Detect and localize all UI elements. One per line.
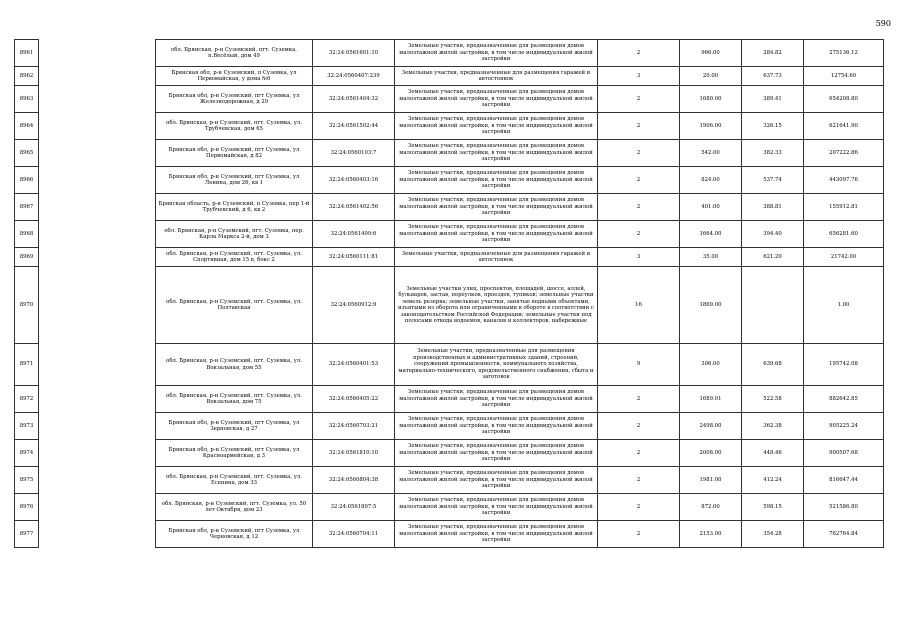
- row-number: 8969: [15, 248, 39, 267]
- land-use-cell: Земельные участки, предназначенные для размещения домов малоэтажной жилой застройки, в том числе индивидуальной жилой застройки: [395, 221, 598, 248]
- spacer-cell: [39, 494, 156, 521]
- address-cell: Брянская обл, р-н Суземский, пгт Суземка, ул Первомайская, д 82: [156, 140, 313, 167]
- spacer-cell: [39, 521, 156, 548]
- address-cell: Брянская обл, р-н Суземский, пгт Суземка, ул Красноармейская, д 3: [156, 440, 313, 467]
- area-cell: 2008.00: [680, 440, 742, 467]
- group-code-cell: 2: [598, 413, 680, 440]
- spacer-cell: [39, 467, 156, 494]
- area-cell: 2153.00: [680, 521, 742, 548]
- cadastral-value-cell: 762764.84: [804, 521, 884, 548]
- group-code-cell: 2: [598, 167, 680, 194]
- cadastral-value-cell: 900507.68: [804, 440, 884, 467]
- area-cell: 1680.00: [680, 86, 742, 113]
- spacer-cell: [39, 113, 156, 140]
- specific-value-cell: 284.82: [742, 40, 804, 67]
- cadastral-number-cell: 32:24:0561807:5: [313, 494, 395, 521]
- specific-value-cell: 448.46: [742, 440, 804, 467]
- spacer-cell: [39, 440, 156, 467]
- land-use-cell: Земельные участки, предназначенные для размещения домов малоэтажной жилой застройки, в том числе индивидуальной жилой застройки: [395, 86, 598, 113]
- group-code-cell: 2: [598, 440, 680, 467]
- table-row: [15, 194, 884, 221]
- address-cell: Брянская обл, р-н Суземский, пгт Суземка, ул Ленина, дом 26, кв 1: [156, 167, 313, 194]
- row-number: 8971: [15, 344, 39, 386]
- row-number: 8976: [15, 494, 39, 521]
- address-cell: Брянская обл, р-н Суземский, пгт Суземка, ул Железнодорожная, д 29: [156, 86, 313, 113]
- address-cell: обл. Брянская, р-н Суземский, пгт. Суземка, ул. Вокзальная, дом 75: [156, 386, 313, 413]
- land-use-cell: Земельные участки, предназначенные для размещения домов малоэтажной жилой застройки, в том числе индивидуальной жилой застройки: [395, 386, 598, 413]
- specific-value-cell: 394.40: [742, 221, 804, 248]
- group-code-cell: 2: [598, 494, 680, 521]
- table-row: [15, 86, 884, 113]
- spacer-cell: [39, 221, 156, 248]
- area-cell: 20.00: [680, 67, 742, 86]
- cadastral-value-cell: 816647.44: [804, 467, 884, 494]
- cadastral-number-cell: 32:24:0560704:11: [313, 521, 395, 548]
- cadastral-value-cell: 1.00: [804, 267, 884, 344]
- table-row: [15, 140, 884, 167]
- cadastral-number-cell: 32:24:0560405:22: [313, 386, 395, 413]
- area-cell: 872.00: [680, 494, 742, 521]
- table-row: [15, 40, 884, 67]
- row-number: 8962: [15, 67, 39, 86]
- address-cell: Брянская обл, р-н Суземский, пгт Суземка, ул Зерновская, д 27: [156, 413, 313, 440]
- address-cell: обл. Брянская, р-н Суземский, пгт. Суземка, ул. Трубчевская, дом 65: [156, 113, 313, 140]
- cadastral-value-cell: 155912.81: [804, 194, 884, 221]
- address-cell: обл. Брянская, р-н Суземский, пгт. Суземка, ул. Есенина, дом 33: [156, 467, 313, 494]
- area-cell: 1689.01: [680, 386, 742, 413]
- row-number: 8973: [15, 413, 39, 440]
- row-number: 8961: [15, 40, 39, 67]
- cadastral-number-cell: 32:24:0561810:10: [313, 440, 395, 467]
- area-cell: 1664.00: [680, 221, 742, 248]
- spacer-cell: [39, 248, 156, 267]
- row-number: 8977: [15, 521, 39, 548]
- area-cell: 1869.00: [680, 267, 742, 344]
- area-cell: 401.00: [680, 194, 742, 221]
- row-number: 8965: [15, 140, 39, 167]
- row-number: 8968: [15, 221, 39, 248]
- cadastral-number-cell: 32:24:0560912:9: [313, 267, 395, 344]
- spacer-cell: [39, 413, 156, 440]
- spacer-cell: [39, 67, 156, 86]
- cadastral-number-cell: 32:24:0561409:6: [313, 221, 395, 248]
- spacer-cell: [39, 40, 156, 67]
- land-use-cell: Земельные участки улиц, проспектов, площадей, шоссе, аллей, бульваров, застав, переулков, проездов, тупиков; земельные участки земель резерва; земельные участки, занятые водными объектами, изъятыми из оборота или ограниченными в обороте в соответствии с законодательством Российской Федерации; земельные участки под полосами отвода водоемов, каналов и коллекторов, набережные: [395, 267, 598, 344]
- specific-value-cell: 389.41: [742, 86, 804, 113]
- row-number: 8964: [15, 113, 39, 140]
- land-use-cell: Земельные участки, предназначенные для размещения производственных и административных зданий, строений, сооружений промышленности, коммунального хозяйства, материально-технического, продовольственного снабжения, сбыта и заготовок: [395, 344, 598, 386]
- cadastral-value-cell: 275136.12: [804, 40, 884, 67]
- land-use-cell: Земельные участки, предназначенные для размещения домов малоэтажной жилой застройки, в том числе индивидуальной жилой застройки: [395, 113, 598, 140]
- area-cell: 824.00: [680, 167, 742, 194]
- land-use-cell: Земельные участки, предназначенные для размещения домов малоэтажной жилой застройки, в том числе индивидуальной жилой застройки: [395, 467, 598, 494]
- table-row: [15, 248, 884, 267]
- land-use-cell: Земельные участки, предназначенные для размещения домов малоэтажной жилой застройки, в том числе индивидуальной жилой застройки: [395, 494, 598, 521]
- address-cell: обл. Брянская, р-н Суземский, пгт. Суземка, ул. 50 лет Октября, дом 23: [156, 494, 313, 521]
- cadastral-value-cell: 656281.60: [804, 221, 884, 248]
- specific-value-cell: 326.15: [742, 113, 804, 140]
- cadastral-value-cell: 905225.24: [804, 413, 884, 440]
- spacer-cell: [39, 267, 156, 344]
- row-number: 8970: [15, 267, 39, 344]
- row-number: 8963: [15, 86, 39, 113]
- land-use-cell: Земельные участки, предназначенные для размещения домов малоэтажной жилой застройки, в том числе индивидуальной жилой застройки: [395, 167, 598, 194]
- row-number: 8974: [15, 440, 39, 467]
- specific-value-cell: 621.20: [742, 248, 804, 267]
- address-cell: Брянская обл, р-н Суземский, п Суземка, ул Первомайская, у дома №6: [156, 67, 313, 86]
- land-use-cell: Земельные участки, предназначенные для размещения домов малоэтажной жилой застройки, в том числе индивидуальной жилой застройки: [395, 440, 598, 467]
- group-code-cell: 2: [598, 386, 680, 413]
- cadastral-number-cell: 32:24:0560403:16: [313, 167, 395, 194]
- area-cell: 542.00: [680, 140, 742, 167]
- cadastral-number-cell: 32:24:0560103:7: [313, 140, 395, 167]
- specific-value-cell: 598.15: [742, 494, 804, 521]
- specific-value-cell: [742, 267, 804, 344]
- spacer-cell: [39, 344, 156, 386]
- group-code-cell: 2: [598, 521, 680, 548]
- specific-value-cell: 639.68: [742, 344, 804, 386]
- cadastral-number-cell: 32:24:0561502:44: [313, 113, 395, 140]
- row-number: 8966: [15, 167, 39, 194]
- specific-value-cell: 382.33: [742, 140, 804, 167]
- cadastral-value-cell: 443097.76: [804, 167, 884, 194]
- area-cell: 35.00: [680, 248, 742, 267]
- table-row: [15, 386, 884, 413]
- cadastral-value-cell: 654208.80: [804, 86, 884, 113]
- group-code-cell: 16: [598, 267, 680, 344]
- spacer-cell: [39, 167, 156, 194]
- table-row: [15, 113, 884, 140]
- group-code-cell: 2: [598, 40, 680, 67]
- address-cell: обл. Брянская, р-н Суземский, пгт. Суземка, ул. Вокзальная, дом 55: [156, 344, 313, 386]
- area-cell: 966.00: [680, 40, 742, 67]
- address-cell: обл. Брянская, р-н Суземский, пгт. Суземка, пер. Карла Маркса 2-й, дом 3: [156, 221, 313, 248]
- group-code-cell: 2: [598, 113, 680, 140]
- row-number: 8972: [15, 386, 39, 413]
- address-cell: обл. Брянская, р-н Суземский, пгт. Суземка, ул. Полтавская: [156, 267, 313, 344]
- table-row: [15, 267, 884, 344]
- table-row: [15, 521, 884, 548]
- spacer-cell: [39, 140, 156, 167]
- specific-value-cell: 388.81: [742, 194, 804, 221]
- group-code-cell: 3: [598, 67, 680, 86]
- spacer-cell: [39, 86, 156, 113]
- cadastral-value-cell: 882642.85: [804, 386, 884, 413]
- table-row: [15, 413, 884, 440]
- row-number: 8967: [15, 194, 39, 221]
- cadastral-number-cell: 32:24:0560401:53: [313, 344, 395, 386]
- address-cell: Брянская обл, р-н Суземский, пгт Суземка, ул Черновская, д 12: [156, 521, 313, 548]
- cadastral-value-cell: 12754.60: [804, 67, 884, 86]
- table-row: [15, 494, 884, 521]
- address-cell: обл. Брянская, р-н Суземский, пгт. Суземка, п.Весёлый, дом 49: [156, 40, 313, 67]
- spacer-cell: [39, 194, 156, 221]
- land-use-cell: Земельные участки, предназначенные для размещения домов малоэтажной жилой застройки, в том числе индивидуальной жилой застройки: [395, 194, 598, 221]
- page-number: 590: [875, 19, 891, 28]
- cadastral-value-cell: 21742.00: [804, 248, 884, 267]
- address-cell: Брянская область, р-н Суземский, п Суземка, пер 1-й Трубчевский, д 6, кв 2: [156, 194, 313, 221]
- land-use-cell: Земельные участки, предназначенные для размещения гаражей и автостоянок: [395, 67, 598, 86]
- group-code-cell: 9: [598, 344, 680, 386]
- specific-value-cell: 362.38: [742, 413, 804, 440]
- land-use-cell: Земельные участки, предназначенные для размещения гаражей и автостоянок: [395, 248, 598, 267]
- specific-value-cell: 537.74: [742, 167, 804, 194]
- cadastral-number-cell: 32:24:0560703:21: [313, 413, 395, 440]
- land-use-cell: Земельные участки, предназначенные для размещения домов малоэтажной жилой застройки, в том числе индивидуальной жилой застройки: [395, 40, 598, 67]
- cadastral-value-table: [14, 39, 884, 548]
- address-cell: обл. Брянская, р-н Суземский, пгт. Суземка, ул. Спортивная, дом 15 в, бокс 2: [156, 248, 313, 267]
- area-cell: 1906.00: [680, 113, 742, 140]
- table-row: [15, 440, 884, 467]
- cadastral-number-cell: 32:24:0561601:10: [313, 40, 395, 67]
- table-row: [15, 221, 884, 248]
- specific-value-cell: 354.28: [742, 521, 804, 548]
- cadastral-value-cell: 521586.80: [804, 494, 884, 521]
- specific-value-cell: 637.73: [742, 67, 804, 86]
- group-code-cell: 3: [598, 248, 680, 267]
- cadastral-number-cell: 32:24:0561404:32: [313, 86, 395, 113]
- cadastral-number-cell: 32:24:0561402:56: [313, 194, 395, 221]
- cadastral-number-cell: 32:24:0560111:81: [313, 248, 395, 267]
- land-use-cell: Земельные участки, предназначенные для размещения домов малоэтажной жилой застройки, в том числе индивидуальной жилой застройки: [395, 521, 598, 548]
- table-row: [15, 467, 884, 494]
- cadastral-value-cell: 207222.86: [804, 140, 884, 167]
- table-row: [15, 167, 884, 194]
- group-code-cell: 2: [598, 86, 680, 113]
- spacer-cell: [39, 386, 156, 413]
- group-code-cell: 2: [598, 140, 680, 167]
- area-cell: 306.00: [680, 344, 742, 386]
- cadastral-number-cell: 32:24:0560407:239: [313, 67, 395, 86]
- cadastral-number-cell: 32:24:0560804:38: [313, 467, 395, 494]
- cadastral-value-cell: 195742.08: [804, 344, 884, 386]
- area-cell: 2498.00: [680, 413, 742, 440]
- group-code-cell: 2: [598, 467, 680, 494]
- group-code-cell: 2: [598, 221, 680, 248]
- table-row: [15, 344, 884, 386]
- area-cell: 1981.00: [680, 467, 742, 494]
- land-use-cell: Земельные участки, предназначенные для размещения домов малоэтажной жилой застройки, в том числе индивидуальной жилой застройки: [395, 413, 598, 440]
- specific-value-cell: 412.24: [742, 467, 804, 494]
- land-use-cell: Земельные участки, предназначенные для размещения домов малоэтажной жилой застройки, в том числе индивидуальной жилой застройки: [395, 140, 598, 167]
- table-row: [15, 67, 884, 86]
- specific-value-cell: 522.58: [742, 386, 804, 413]
- group-code-cell: 2: [598, 194, 680, 221]
- row-number: 8975: [15, 467, 39, 494]
- cadastral-value-cell: 621641.90: [804, 113, 884, 140]
